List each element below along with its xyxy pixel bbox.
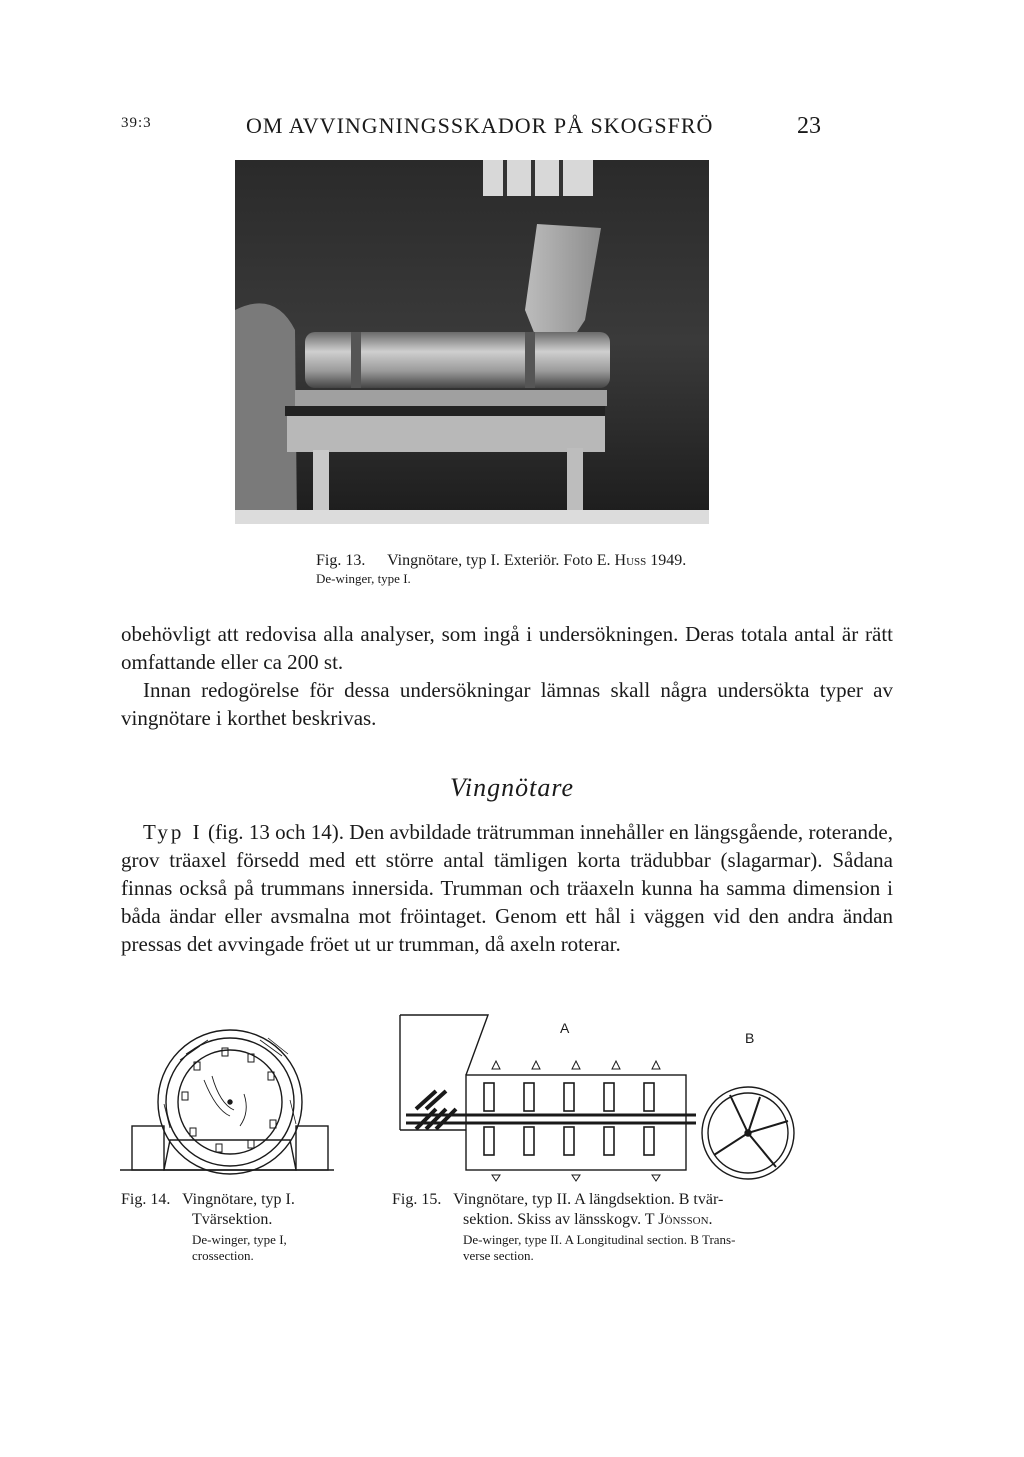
fig13-caption bbox=[316, 551, 686, 571]
fig13-caption-en: De-winger, type I. bbox=[316, 571, 411, 586]
fig13-year: 1949. bbox=[650, 552, 687, 569]
type-lead: Typ I bbox=[143, 820, 203, 844]
fig13-label: Fig. 13. bbox=[316, 552, 366, 569]
fig13-photographer: Huss bbox=[614, 552, 647, 569]
fig14-caption-line2: Tvärsektion. bbox=[192, 1211, 273, 1228]
fig15-label-b: B bbox=[745, 1030, 755, 1046]
fig15-caption bbox=[392, 1190, 723, 1210]
fig14-caption-line1: Vingnötare, typ I. bbox=[182, 1191, 295, 1208]
fig14-caption-en-line1: De-winger, type I, bbox=[192, 1232, 287, 1247]
paragraph-3-text: (fig. 13 och 14). Den avbildade trätrumman innehåller en längsgående, roterande, grov träaxel försedd med ett större antal tämligen korta trädubbar (slagarmar). Sådana finnas också på trummans innersida. Trumman och träaxeln kunna ha samma dimension i båda ändar eller avsmalna mot fröintaget. Genom ett hål i väggen vid den andra ändan pressas det avvingade fröet ut ur trumman, då axeln roterar. bbox=[121, 820, 893, 956]
paragraph-2: Innan redogörelse för dessa undersökningar lämnas skall några undersökta typer av vingnötare i korthet beskrivas. bbox=[121, 678, 893, 730]
fig14-caption bbox=[121, 1190, 295, 1210]
fig15-label-a: A bbox=[560, 1020, 570, 1036]
fig15-author: Jönsson. bbox=[658, 1211, 713, 1228]
fig13-photo bbox=[235, 160, 709, 524]
fig13-caption-text: Vingnötare, typ I. Exteriör. Foto E. bbox=[387, 552, 611, 569]
fig15-caption-line1: Vingnötare, typ II. A längdsektion. B tvär- bbox=[453, 1191, 724, 1208]
page-reference: 39:3 bbox=[121, 115, 152, 131]
fig14-label: Fig. 14. bbox=[121, 1191, 171, 1208]
paragraph-3 bbox=[121, 818, 893, 958]
fig14-drawing bbox=[120, 1020, 340, 1180]
fig15-caption-en-line1: De-winger, type II. A Longitudinal section. B Trans- bbox=[463, 1232, 736, 1247]
paragraph-1: obehövligt att redovisa alla analyser, som ingå i undersökningen. Deras totala antal är rätt omfattande eller ca 200 st. bbox=[121, 622, 893, 674]
page-number: 23 bbox=[797, 113, 821, 139]
fig15-caption-en-line2: verse section. bbox=[463, 1248, 534, 1263]
fig14-caption-en-line2: crossection. bbox=[192, 1248, 254, 1263]
section-heading: Vingnötare bbox=[449, 773, 575, 802]
fig15-caption-line2-wrap bbox=[463, 1210, 713, 1230]
running-title: OM AVVINGNINGSSKADOR PÅ SKOGSFRÖ bbox=[246, 113, 714, 138]
fig15-caption-line2: sektion. Skiss av länsskogv. T bbox=[463, 1211, 655, 1228]
fig15-label: Fig. 15. bbox=[392, 1191, 442, 1208]
